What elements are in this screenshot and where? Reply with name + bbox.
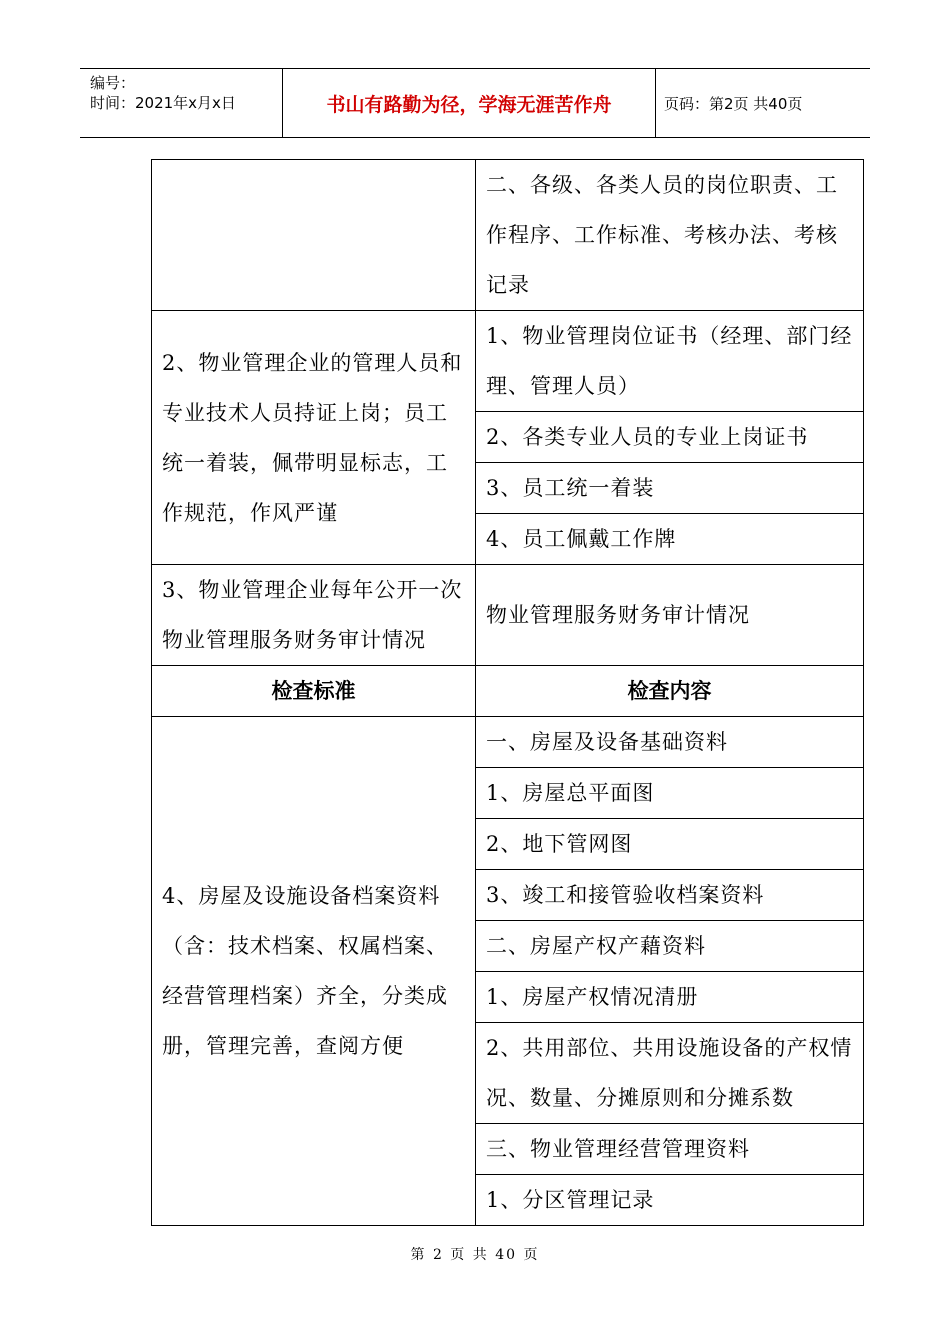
content-cell: 3、员工统一着装 — [476, 463, 864, 514]
content-cell: 1、房屋总平面图 — [476, 768, 864, 819]
criteria-cell: 2、物业管理企业的管理人员和专业技术人员持证上岗；员工统一着装，佩带明显标志，工作规范，作风严谨 — [152, 311, 476, 565]
header-motto: 书山有路勤为径，学海无涯苦作舟 — [326, 93, 612, 116]
header-meta — [80, 69, 282, 141]
column-header-criteria: 检查标准 — [152, 666, 476, 717]
page-footer: 第 2 页 共 40 页 — [410, 1247, 540, 1263]
column-header-content: 检查内容 — [476, 666, 864, 717]
document-number-label: 编号： — [90, 74, 136, 92]
content-cell: 2、地下管网图 — [476, 819, 864, 870]
content-cell: 1、物业管理岗位证书（经理、部门经理、管理人员） — [476, 311, 864, 412]
table-header-row — [152, 666, 864, 717]
page-header — [80, 68, 870, 138]
content-cell: 3、竣工和接管验收档案资料 — [476, 870, 864, 921]
content-cell: 1、分区管理记录 — [476, 1175, 864, 1226]
content-cell: 物业管理服务财务审计情况 — [476, 565, 864, 666]
criteria-cell: 3、物业管理企业每年公开一次物业管理服务财务审计情况 — [152, 565, 476, 666]
table-row — [152, 311, 864, 412]
content-cell: 2、各类专业人员的专业上岗证书 — [476, 412, 864, 463]
document-date: 时间：2021年x月x日 — [90, 94, 236, 112]
content-cell: 2、共用部位、共用设施设备的产权情况、数量、分摊原则和分摊系数 — [476, 1023, 864, 1124]
table-row — [152, 160, 864, 311]
table-cell-empty — [152, 160, 476, 311]
table-cell: 二、各级、各类人员的岗位职责、工作程序、工作标准、考核办法、考核记录 — [476, 160, 864, 311]
content-cell: 1、房屋产权情况清册 — [476, 972, 864, 1023]
criteria-cell: 4、房屋及设施设备档案资料（含：技术档案、权属档案、经营管理档案）齐全，分类成册，管理完善，查阅方便 — [152, 717, 476, 1226]
table-row — [152, 565, 864, 666]
content-cell: 一、房屋及设备基础资料 — [476, 717, 864, 768]
content-cell: 4、员工佩戴工作牌 — [476, 514, 864, 565]
content-cell: 三、物业管理经营管理资料 — [476, 1124, 864, 1175]
content-cell: 二、房屋产权产藉资料 — [476, 921, 864, 972]
table-row — [152, 717, 864, 768]
header-page-info: 页码：第2页 共40页 — [664, 94, 803, 113]
inspection-table — [151, 159, 864, 1226]
